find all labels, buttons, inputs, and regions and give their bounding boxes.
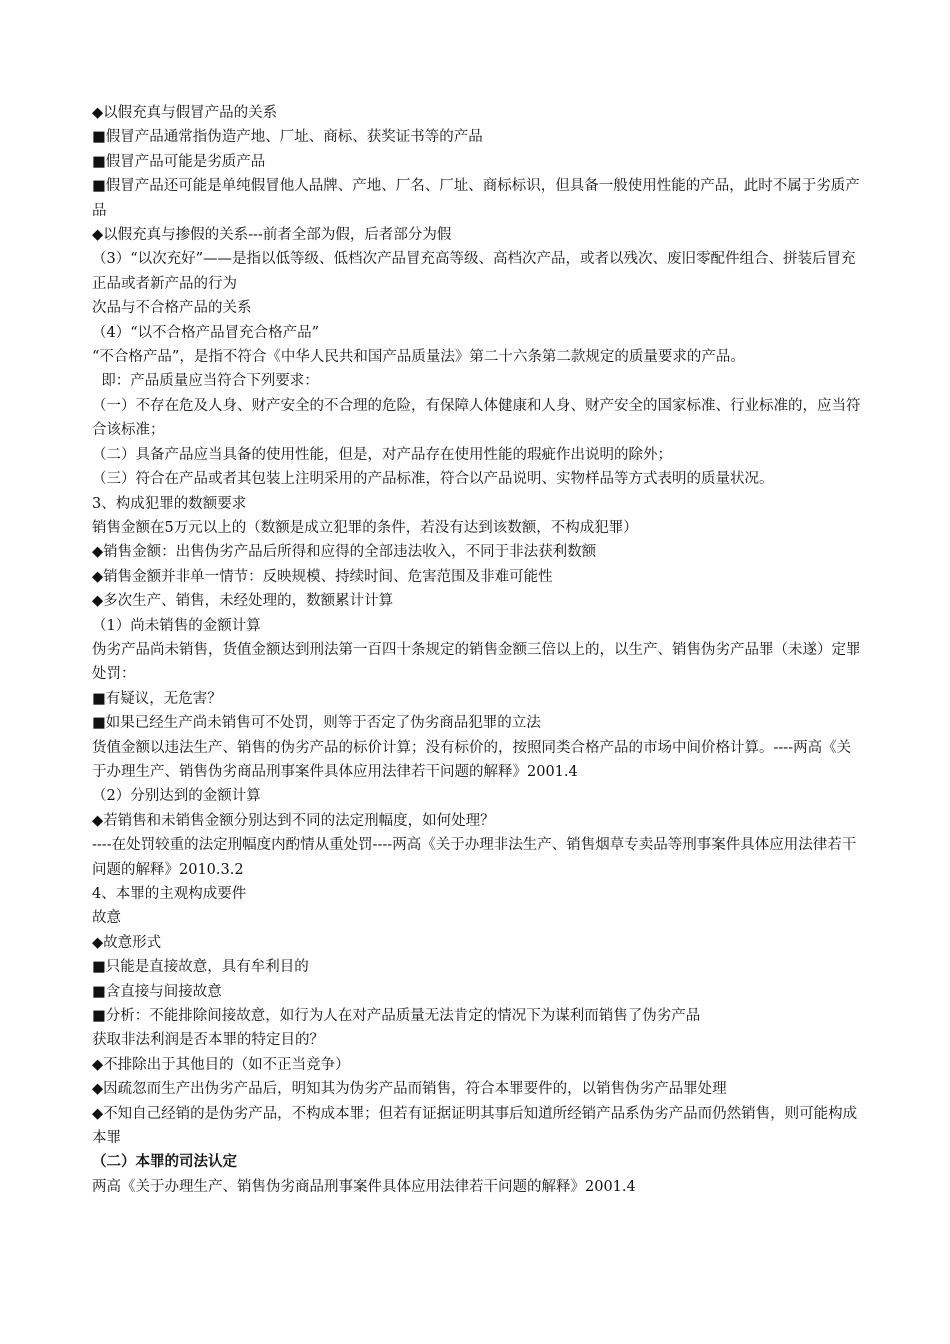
text-line: ■假冒产品通常指伪造产地、厂址、商标、获奖证书等的产品 [92, 129, 483, 146]
text-line: 伪劣产品尚未销售，货值金额达到刑法第一百四十条规定的销售金额三倍以上的，以生产、销售伪劣产品罪（未遂）定罪处罚： [92, 641, 861, 683]
text-line: ◆因疏忽而生产出伪劣产品后，明知其为伪劣产品而销售，符合本罪要件的，以销售伪劣产品罪处理 [92, 1081, 727, 1098]
text-line: ◆以假充真与假冒产品的关系 [92, 105, 278, 121]
text-line: 获取非法利润是否本罪的特定目的？ [92, 1032, 324, 1049]
text-line: ■有疑议，无危害？ [92, 690, 222, 707]
text-line: （2）分别达到的金额计算 [92, 788, 261, 805]
text-line: （一）不存在危及人身、财产安全的不合理的危险，有保障人体健康和人身、财产安全的国家标准、行业标准的，应当符合该标准； [92, 397, 861, 439]
text-line: ◆不排除出于其他目的（如不正当竞争） [92, 1056, 350, 1073]
section-heading: 3、构成犯罪的数额要求 [92, 495, 247, 512]
text-line: （1）尚未销售的金额计算 [92, 617, 261, 634]
text-line: 销售金额在5万元以上的（数额是成立犯罪的条件，若没有达到该数额，不构成犯罪） [92, 519, 638, 536]
text-line: 货值金额以违法生产、销售的伪劣产品的标价计算；没有标价的，按照同类合格产品的市场中间价格计算。----两高《关于办理生产、销售伪劣商品刑事案件具体应用法律若干问题的解释》2001.4 [92, 739, 852, 780]
text-line: ■假冒产品还可能是单纯假冒他人品牌、产地、厂名、厂址、商标标识，但具备一般使用性能的产品，此时不属于劣质产品 [92, 178, 860, 219]
text-line: ◆故意形式 [92, 934, 162, 951]
text-line: ◆以假充真与掺假的关系---前者全部为假，后者部分为假 [92, 227, 452, 244]
bold-section-heading: （二）本罪的司法认定 [92, 1153, 237, 1171]
text-line: （3）“以次充好”——是指以低等级、低档次产品冒充高等级、高档次产品，或者以残次、废旧零配件组合、拼装后冒充正品或者新产品的行为 [92, 251, 856, 292]
text-line: （三）符合在产品或者其包装上注明采用的产品标准，符合以产品说明、实物样品等方式表明的质量状况。 [92, 471, 774, 488]
text-line: ■如果已经生产尚未销售可不处罚，则等于否定了伪劣商品犯罪的立法 [92, 715, 541, 732]
text-line: ◆销售金额并非单一情节：反映规模、持续时间、危害范围及非难可能性 [92, 568, 553, 585]
text-line: 故意 [92, 910, 121, 927]
text-line: ----在处罚较重的法定刑幅度内酌情从重处罚----两高《关于办理非法生产、销售烟草专卖品等刑事案件具体应用法律若干问题的解释》2010.3.2 [92, 837, 857, 878]
text-line: 即：产品质量应当符合下列要求： [92, 373, 319, 390]
text-line: ◆若销售和未销售金额分别达到不同的法定刑幅度，如何处理？ [92, 812, 495, 829]
document-body [92, 101, 862, 1199]
text-line: “不合格产品”，是指不符合《中华人民共和国产品质量法》第二十六条第二款规定的质量要求的产品。 [92, 349, 745, 366]
text-line: （二）具备产品应当具备的使用性能，但是，对产品存在使用性能的瑕疵作出说明的除外； [92, 446, 672, 463]
text-line: ■只能是直接故意，具有牟利目的 [92, 959, 309, 976]
section-heading: 4、本罪的主观构成要件 [92, 886, 247, 902]
text-line: ■含直接与间接故意 [92, 983, 222, 1000]
text-line: ◆不知自己经销的是伪劣产品，不构成本罪；但若有证据证明其事后知道所经销产品系伪劣产品而仍然销售，则可能构成本罪 [92, 1105, 858, 1147]
text-line: ■假冒产品可能是劣质产品 [92, 153, 266, 170]
text-line: 两高《关于办理生产、销售伪劣商品刑事案件具体应用法律若干问题的解释》2001.4 [92, 1178, 636, 1195]
text-line: ■分析：不能排除间接故意，如行为人在对产品质量无法肯定的情况下为谋利而销售了伪劣产品 [92, 1008, 701, 1025]
text-line: ◆销售金额：出售伪劣产品后所得和应得的全部违法收入，不同于非法获利数额 [92, 544, 597, 561]
text-line: （4）“以不合格产品冒充合格产品” [92, 324, 320, 341]
text-line: ◆多次生产、销售，未经处理的，数额累计计算 [92, 593, 394, 610]
text-line: 次品与不合格产品的关系 [92, 300, 252, 317]
